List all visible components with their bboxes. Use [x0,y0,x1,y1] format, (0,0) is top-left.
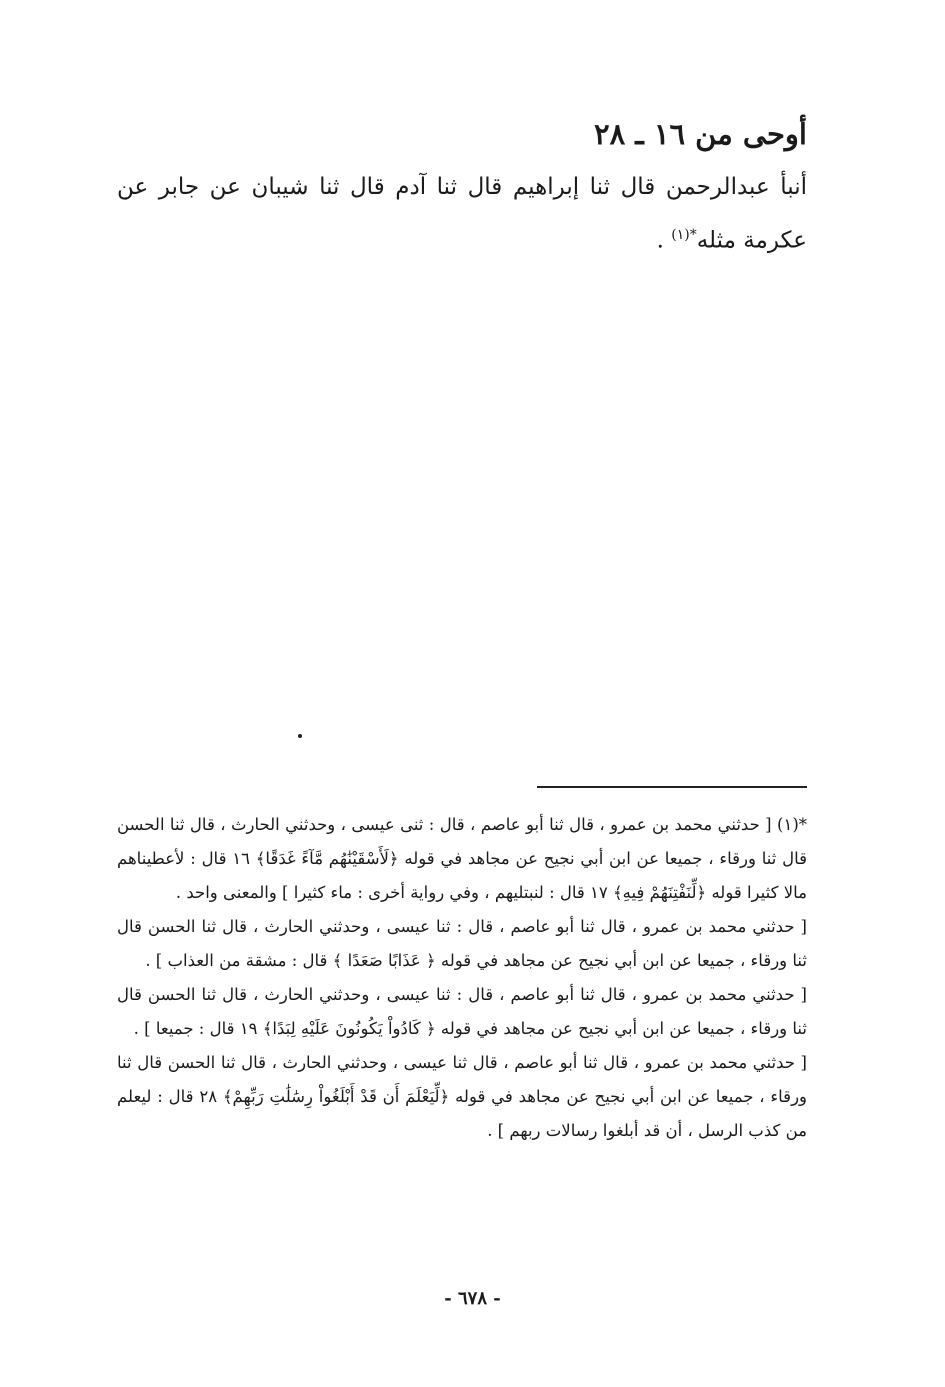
main-text-end: . [656,227,672,254]
footnotes [117,808,807,1148]
footnote-paragraph: [ حدثني محمد بن عمرو ، قال ثنا أبو عاصم ، قال ثنا عيسى ، وحدثني الحارث ، قال ثنا الحسن قال ثنا ورقاء ، جميعا عن ابن أبي نجيح عن مجاهد في قوله ﴿لِّيَعْلَمَ أَن قَدْ أَبْلَغُواْ رِسَٰلَٰتِ رَبِّهِمْ﴾ ٢٨ قال : ليعلم من كذب الرسل ، أن قد أبلغوا رسالات ربهم ] . [117,1053,808,1140]
page-number: - ٦٧٨ - [444,1288,501,1309]
section-heading: أوحى من ١٦ ـ ٢٨ [594,117,807,151]
footnote-paragraph: [ حدثني محمد بن عمرو ، قال ثنا أبو عاصم ، قال : ثنا عيسى ، وحدثني الحارث ، قال ثنا الحسن قال ثنا ورقاء ، جميعا عن ابن أبي نجيح عن مجاهد في قوله ﴿ عَذَابًا صَعَدًا ﴾ قال : مشقة من العذاب ] . [117,917,807,970]
main-text [117,163,807,265]
footnote-paragraph: [ حدثني محمد بن عمرو ، قال ثنا أبو عاصم ، قال : ثنا عيسى ، وحدثني الحارث ، قال ثنا الحسن قال ثنا ورقاء ، جميعا عن ابن أبي نجيح عن مجاهد في قوله ﴿ كَادُواْ يَكُونُونَ عَلَيْهِ لِبَدًا﴾ ١٩ قال : جميعا ] . [117,985,807,1038]
footnote-reference: *(١) [671,227,697,243]
stray-dot [298,734,302,738]
footnote-separator [537,786,807,788]
footnote-paragraph: *(١) [ حدثني محمد بن عمرو ، قال ثنا أبو عاصم ، قال : ثنى عيسى ، وحدثني الحارث ، قال ثنا الحسن قال ثنا ورقاء ، جميعا عن ابن أبي نجيح عن مجاهد في قوله ﴿لَأَسْقَيْنَٰهُم مَّآءً غَدَقًا﴾ ١٦ قال : لأعطيناهم مالا كثيرا قوله ﴿لِّنَفْتِنَهُمْ فِيهِ﴾ ١٧ قال : لنبتليهم ، وفي رواية أخرى : ماء كثيرا ] والمعنى واحد . [117,815,807,902]
main-text-body: أنبأ عبدالرحمن قال ثنا إبراهيم قال ثنا آدم قال ثنا شيبان عن جابر عن عكرمة مثله [117,174,807,254]
